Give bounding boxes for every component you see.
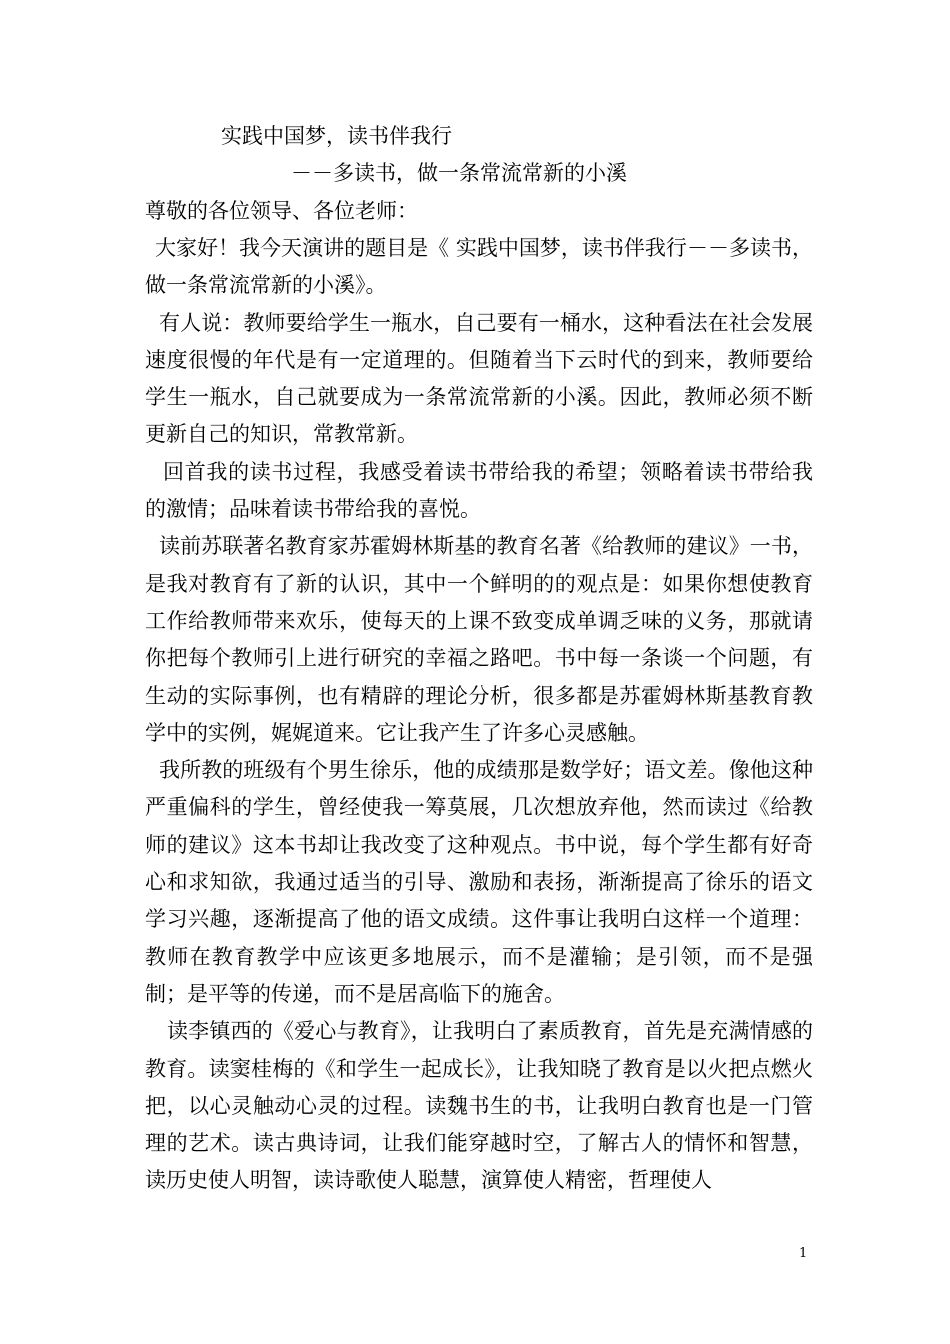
body-text <box>145 230 813 1200</box>
document-title: 实践中国梦，读书伴我行 <box>221 124 452 148</box>
paragraph-reading-review: 回首我的读书过程，我感受着读书带给我的希望；领略着读书带给我的激情；品味着读书带给我的喜悦。 <box>145 459 813 522</box>
paragraph-student-example: 我所教的班级有个男生徐乐，他的成绩那是数学好；语文差。像他这种严重偏科的学生，曾经使我一筹莫展，几次想放弃他，然而读过《给教师的建议》这本书却让我改变了这种观点。书中说，每个学生都有好奇心和求知欲，我通过适当的引导、激励和表扬，渐渐提高了徐乐的语文学习兴趣，逐渐提高了他的语文成绩。这件事让我明白这样一个道理：教师在教育教学中应该更多地展示，而不是灌输；是引领，而不是强制；是平等的传递，而不是居高临下的施舍。 <box>145 758 813 1006</box>
page-number: 1 <box>799 1246 808 1261</box>
salutation: 尊敬的各位领导、各位老师： <box>145 199 418 223</box>
paragraph-greeting: 大家好！我今天演讲的题目是《 实践中国梦，读书伴我行－－多读书，做一条常流常新的小溪》。 <box>145 236 813 298</box>
paragraph-other-books: 读李镇西的《爱心与教育》，让我明白了素质教育，首先是充满情感的教育。读窦桂梅的《和学生一起成长》，让我知晓了教育是以火把点燃火把，以心灵触动心灵的过程。读魏书生的书，让我明白教育也是一门管理的艺术。读古典诗词，让我们能穿越时空，了解古人的情怀和智慧，读历史使人明智，读诗歌使人聪慧，演算使人精密，哲理使人 <box>145 1019 813 1193</box>
paragraph-teacher-water: 有人说：教师要给学生一瓶水，自己要有一桶水，这种看法在社会发展速度很慢的年代是有一定道理的。但随着当下云时代的到来，教师要给学生一瓶水，自己就要成为一条常流常新的小溪。因此，教师必须不断更新自己的知识，常教常新。 <box>145 310 813 447</box>
document-subtitle: －－多读书，做一条常流常新的小溪 <box>291 161 627 185</box>
paragraph-suggestions-book: 读前苏联著名教育家苏霍姆林斯基的教育名著《给教师的建议》一书，是我对教育有了新的认识，其中一个鲜明的的观点是：如果你想使教育工作给教师带来欢乐，使每天的上课不致变成单调乏味的义务，那就请你把每个教师引上进行研究的幸福之路吧。书中每一条谈一个问题，有生动的实际事例，也有精辟的理论分析，很多都是苏霍姆林斯基教育教学中的实例，娓娓道来。它让我产生了许多心灵感触。 <box>145 534 813 745</box>
